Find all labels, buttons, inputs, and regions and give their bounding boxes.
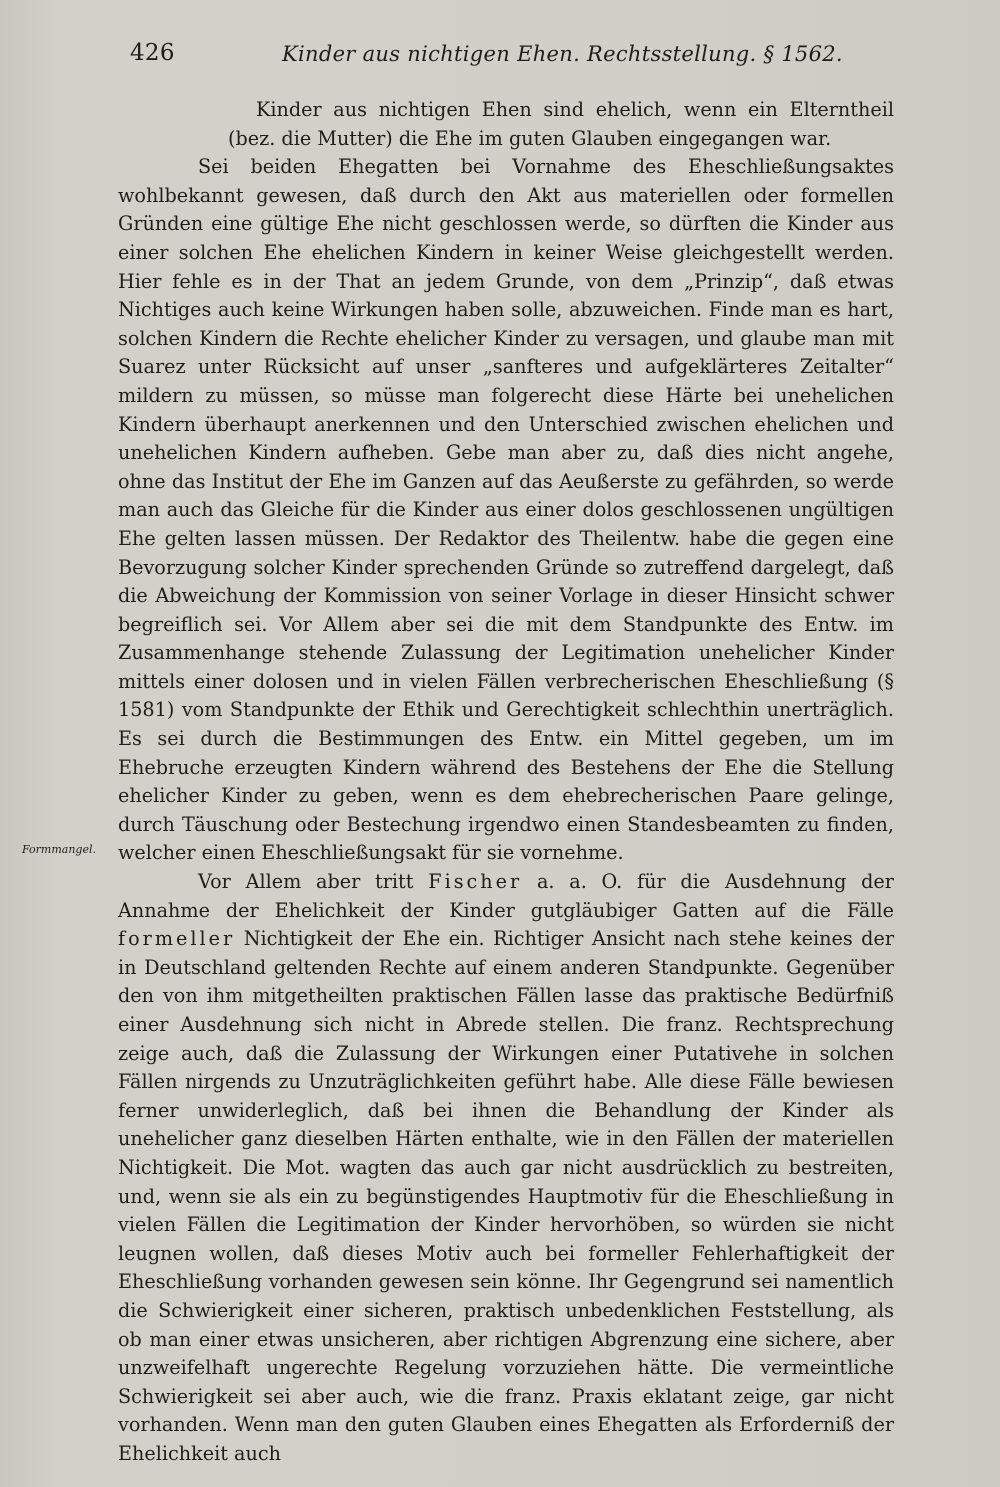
page-number: 426 [130,40,175,66]
body-text [118,96,894,1469]
paragraph-3-start: Vor Allem aber tritt [198,870,414,894]
running-head: Kinder aus nichtigen Ehen. Rechtsstellung. § 1562. [282,42,843,66]
paragraph-3-rest: Nichtigkeit der Ehe ein. Richtiger Ansicht nach stehe keines der in Deutschland geltenden Rechte auf einem anderen Standpunkte. Gegenüber den von ihm mitgetheilten praktischen Fällen lasse das praktische Bedürfniß einer Ausdehnung sich nicht in Abrede stellen. Die franz. Rechtsprechung zeige auch, daß die Zulassung der Wirkungen einer Putativehe in solchen Fällen nirgends zu Unzuträglichkeiten geführt habe. Alle diese Fälle bewiesen ferner unwiderleglich, daß bei ihnen die Behandlung der Kinder als unehelicher ganz dieselben Härten enthalte, wie in den Fällen der materiellen Nichtigkeit. Die Mot. wagten das auch gar nicht ausdrücklich zu bestreiten, und, wenn sie als ein zu begünstigendes Hauptmotiv für die Eheschließung in vielen Fällen die Legitimation der Kinder hervorhöben, so würden sie nicht leugnen wollen, daß dieses Motiv auch bei formeller Fehlerhaftigkeit der Eheschließung vorhanden gewesen sein könne. Ihr Gegengrund sei namentlich die Schwierigkeit einer sicheren, praktisch unbedenklichen Feststellung, als ob man einer etwas unsicheren, aber richtigen Abgrenzung eine sichere, aber unzweifelhaft ungerechte Regelung vorzuziehen hätte. Die vermeintliche Schwierigkeit sei aber auch, wie die franz. Praxis eklatant zeige, gar nicht vorhanden. Wenn man den guten Glauben eines Ehegatten als Erforderniß der Ehelichkeit auch [118,927,894,1465]
margin-note: Formmangel. [22,843,96,856]
paragraph-1: Kinder aus nichtigen Ehen sind ehelich, wenn ein Elterntheil (bez. die Mutter) die Ehe im guten Glauben eingegangen war. [228,98,894,150]
paragraph-3-middle: a. a. O. für die Ausdehnung der Annahme der Ehelichkeit der Kinder gutgläubiger Gatten auf die Fälle [118,870,894,922]
author-name-fischer: Fischer [428,870,523,894]
paragraph-2: Sei beiden Ehegatten bei Vornahme des Eheschließungsaktes wohlbekannt gewesen, daß durch den Akt aus materiellen oder formellen Gründen eine gültige Ehe nicht geschlossen werde, so dürften die Kinder aus einer solchen Ehe ehelichen Kindern in keiner Weise gleichgestellt werden. Hier fehle es in der That an jedem Grunde, von dem „Prinzip“, daß etwas Nichtiges auch keine Wirkungen haben solle, abzuweichen. Finde man es hart, solchen Kindern die Rechte ehelicher Kinder zu versagen, und glaube man mit Suarez unter Rücksicht auf unser „sanfteres und aufgeklärteres Zeitalter“ mildern zu müssen, so müsse man folgerecht diese Härte bei unehelichen Kindern überhaupt anerkennen und den Unterschied zwischen ehelichen und unehelichen Kindern aufheben. Gebe man aber zu, daß dies nicht angehe, ohne das Institut der Ehe im Ganzen auf das Aeußerste zu gefährden, so werde man auch das Gleiche für die Kinder aus einer dolos geschlossenen ungültigen Ehe gelten lassen müssen. Der Redaktor des Theilentw. habe die gegen eine Bevorzugung solcher Kinder sprechenden Gründe so zutreffend dargelegt, daß die Abweichung der Kommission von seiner Vorlage in dieser Hinsicht schwer begreiflich sei. Vor Allem aber sei die mit dem Standpunkte des Entw. im Zusammenhange stehende Zulassung der Legitimation unehelicher Kinder mittels einer dolosen und in vielen Fällen verbrecherischen Eheschließung (§ 1581) vom Standpunkte der Ethik und Gerechtigkeit schlechthin unerträglich. Es sei durch die Bestimmungen des Entw. ein Mittel gegeben, um im Ehebruche erzeugten Kindern während des Bestehens der Ehe die Stellung ehelicher Kinder zu geben, wenn es dem ehebrecherischen Paare gelinge, durch Täuschung oder Bestechung irgendwo einen Standesbeamten zu finden, welcher einen Eheschließungsakt für sie vornehme. [118,155,894,865]
emphasis-formeller: formeller [118,927,236,951]
page-header [130,40,910,76]
paragraph-3 [118,868,894,1468]
